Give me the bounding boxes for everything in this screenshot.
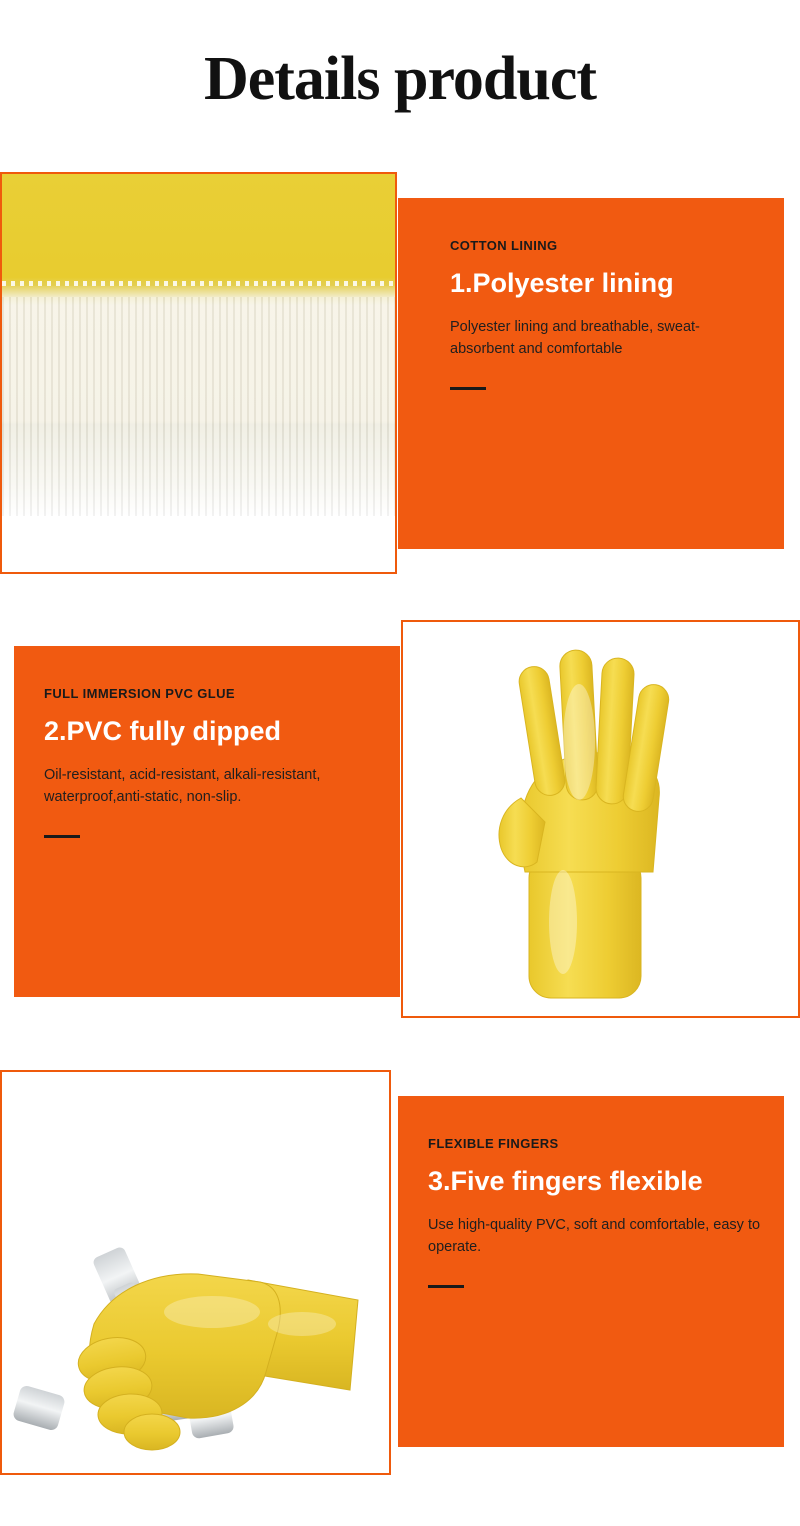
knit-texture [2,297,395,516]
section-1-body: Polyester lining and breathable, sweat-absorbent and comfortable [450,319,700,358]
detail-section-1 [0,172,800,580]
section-1-divider [450,387,486,390]
hand-gripping-tools-icon [2,1072,391,1475]
detail-panel-3 [398,1096,784,1447]
page-title: Details product [203,45,597,113]
section-3-divider [428,1285,464,1288]
section-3-headline: 3.Five fingers flexible [428,1166,703,1196]
detail-panel-2 [14,646,400,997]
cotton-lining-illustration [2,174,395,572]
pvc-glove-illustration [403,622,798,1016]
pvc-dipped-glove-photo [401,620,800,1018]
flexible-fingers-photo [0,1070,391,1475]
cotton-lining-photo [0,172,397,574]
section-2-headline: 2.PVC fully dipped [44,716,282,746]
detail-panel-1 [398,198,784,549]
section-2-kicker: FULL IMMERSION PVC GLUE [44,686,235,701]
section-2-divider [44,835,80,838]
section-3-body: Use high-quality PVC, soft and comfortable, easy to operate. [428,1217,761,1256]
detail-section-2 [0,620,800,1030]
section-1-kicker: COTTON LINING [450,238,558,253]
flexible-fingers-illustration [2,1072,389,1473]
section-1-headline: 1.Polyester lining [450,268,674,298]
section-2-body: Oil-resistant, acid-resistant, alkali-resistant, waterproof,anti-static, non-slip. [44,767,321,806]
section-3-kicker: FLEXIBLE FINGERS [428,1136,559,1151]
detail-section-3 [0,1070,800,1490]
glove-shape-icon [403,622,800,1018]
